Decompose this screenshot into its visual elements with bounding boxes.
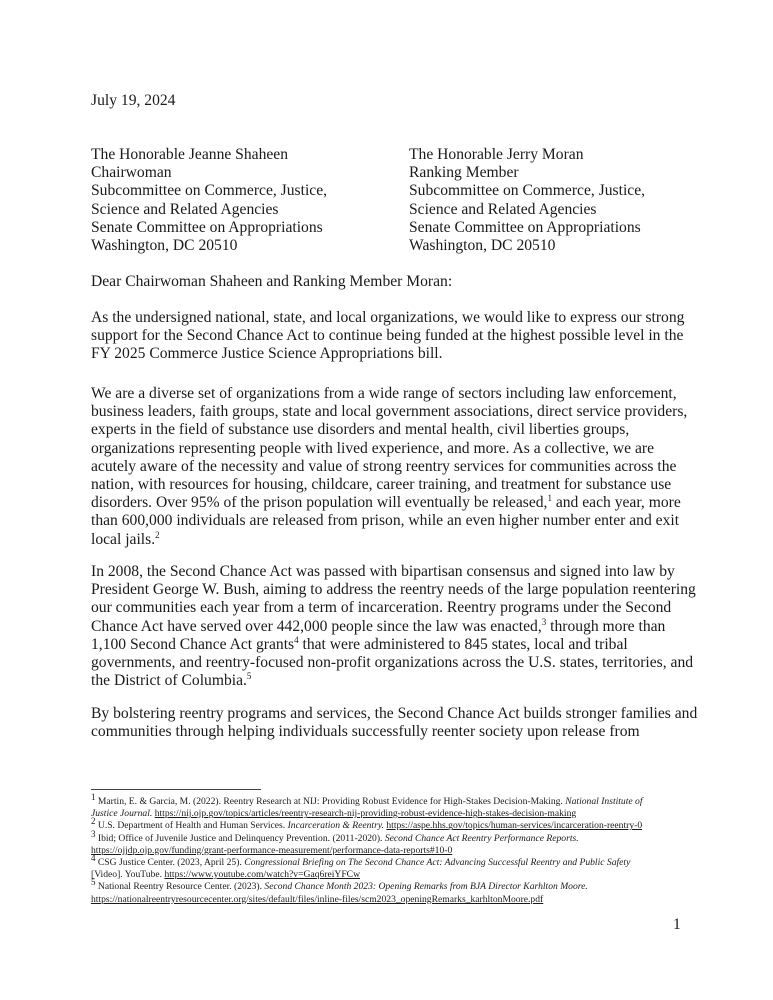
footnote-number: 4	[91, 852, 96, 863]
paragraph-line: organizations representing people with lived experience, and more. As a collective, we are	[91, 439, 655, 457]
page-number: 1	[673, 916, 681, 933]
paragraph-line	[91, 494, 691, 512]
footnote-link[interactable]: https://nationalreentryresourcecenter.org/sites/default/files/inline-files/scm2023_openingRemarks_karhltonMoore.pdf	[91, 893, 544, 905]
footnote-divider	[91, 789, 261, 790]
footnote-source: Justice Journal.	[91, 808, 153, 820]
footnote-5	[91, 877, 691, 893]
paragraph-line	[91, 531, 691, 549]
footnote-2	[91, 816, 691, 832]
recipient-shaheen	[91, 146, 327, 255]
paragraph-line: In 2008, the Second Chance Act was passed with bipartisan consensus and signed into law by	[91, 563, 675, 580]
footnote-ref-1[interactable]: 1	[547, 493, 552, 504]
paragraph-line	[91, 618, 691, 636]
recipient-moran	[409, 146, 645, 255]
paragraph-line: nation, with resources for housing, childcare, career training, and treatment for substance use	[91, 476, 672, 494]
footnote-source: Incarceration & Reentry.	[287, 820, 384, 832]
paragraph-text: 1,100 Second Chance Act grants	[91, 635, 295, 653]
paragraph-line: President George W. Bush, aiming to address the reentry needs of the large population reentering	[91, 581, 696, 599]
footnote-ref-3[interactable]: 3	[541, 616, 547, 627]
paragraph-line: business leaders, faith groups, state and local government associations, direct service providers,	[91, 403, 688, 421]
footnote-1	[91, 791, 691, 808]
recipient-line: Senate Committee on Appropriations	[409, 218, 641, 236]
footnote-text: U.S. Department of Health and Human Services.	[95, 820, 288, 832]
footnote-number: 2	[91, 816, 96, 827]
footnote-4-cont	[91, 869, 691, 881]
paragraph-text: local jails.	[91, 530, 156, 548]
recipient-line: The Honorable Jerry Moran	[409, 146, 584, 163]
footnote-text: Ibid; Office of Juvenile Justice and Delinquency Prevention. (2011-2020).	[95, 832, 385, 844]
paragraph-text: the District of Columbia.	[91, 672, 247, 690]
footnote-3	[91, 828, 691, 845]
recipient-line: Washington, DC 20510	[91, 237, 238, 255]
letter-date: July 19, 2024	[91, 92, 176, 109]
footnote-source: Second Chance Month 2023: Opening Remarks from BJA Director Karhlton Moore.	[264, 881, 588, 893]
paragraph-line: FY 2025 Commerce Justice Science Appropriations bill.	[91, 345, 443, 363]
footnote-text: National Reentry Resource Center. (2023).	[95, 881, 265, 893]
footnote-link[interactable]: https://www.youtube.com/watch?v=Gaq6reiYFCw	[164, 869, 361, 881]
salutation: Dear Chairwoman Shaheen and Ranking Member Moran:	[91, 273, 453, 290]
recipient-line: Science and Related Agencies	[409, 200, 597, 218]
paragraph-line: than 600,000 individuals are released from prison, while an even higher number enter and exit	[91, 512, 680, 530]
footnotes	[91, 791, 691, 906]
recipient-line: Chairwoman	[91, 164, 172, 182]
paragraph-line: experts in the field of substance use disorders and mental health, civil liberties groups,	[91, 421, 630, 439]
footnote-1-cont	[91, 808, 691, 820]
paragraph-line	[91, 672, 691, 690]
paragraph-line: governments, and reentry-focused non-profit organizations across the U.S. states, territories, and	[91, 654, 694, 672]
footnote-ref-2[interactable]: 2	[155, 529, 160, 540]
paragraph-text: that were administered to 845 states, local and tribal	[298, 635, 628, 653]
recipient-line: Ranking Member	[409, 164, 519, 182]
paragraph-support	[91, 309, 691, 364]
paragraph-line: By bolstering reentry programs and services, the Second Chance Act builds stronger families and	[91, 705, 698, 722]
paragraph-text: disorders. Over 95% of the prison population will eventually be released,	[91, 494, 548, 512]
paragraph-history	[91, 563, 696, 690]
paragraph-line: support for the Second Chance Act to continue being funded at the highest possible level in the	[91, 327, 684, 345]
paragraph-line: We are a diverse set of organizations from a wide range of sectors including law enforcement,	[91, 385, 677, 402]
paragraph-line: our communities each year from a term of incarceration. Reentry programs under the Second	[91, 599, 672, 617]
paragraph-line: acutely aware of the necessity and value of strong reentry services for communities across the	[91, 457, 677, 475]
paragraph-text: Chance Act have served over 442,000 people since the law was enacted,	[91, 617, 542, 635]
recipient-line: Washington, DC 20510	[409, 237, 556, 255]
footnote-link[interactable]: https://aspe.hhs.gov/topics/human-services/incarceration-reentry-0	[386, 820, 643, 832]
footnote-text: Martin, E. & Garcia, M. (2022). Reentry Research at NIJ: Providing Robust Evidence for High-Stakes Decision-Making.	[95, 796, 566, 807]
footnote-source: Congressional Briefing on The Second Chance Act: Advancing Successful Reentry and Public Safety	[244, 857, 631, 869]
footnote-5-cont	[91, 894, 691, 906]
paragraph-text: through more than	[546, 617, 666, 635]
paragraph-line: As the undersigned national, state, and local organizations, we would like to express our strong	[91, 309, 685, 326]
footnote-ref-5[interactable]: 5	[246, 671, 252, 682]
paragraph-line: communities through helping individuals successfully reenter society upon release from	[91, 723, 640, 741]
footnote-4	[91, 852, 691, 869]
footnote-number: 5	[91, 877, 96, 888]
recipient-line: Subcommittee on Commerce, Justice,	[409, 182, 646, 200]
footnote-number: 3	[91, 828, 96, 839]
footnote-text: CSG Justice Center. (2023, April 25).	[95, 857, 245, 869]
footnote-source: Second Chance Act Reentry Performance Reports.	[384, 832, 579, 844]
paragraph-organizations	[91, 385, 691, 549]
footnote-link[interactable]: https://nij.ojp.gov/topics/articles/reentry-research-nij-providing-robust-evidence-high-stakes-decision-making	[154, 808, 577, 820]
paragraph-text: and each year, more	[551, 494, 681, 512]
footnote-source: National Institute of	[565, 796, 643, 807]
footnote-ref-4[interactable]: 4	[294, 634, 299, 645]
footnote-text: [Video]. YouTube.	[91, 869, 165, 881]
recipient-line: The Honorable Jeanne Shaheen	[91, 146, 289, 163]
recipient-line: Subcommittee on Commerce, Justice,	[91, 182, 328, 200]
recipient-line: Science and Related Agencies	[91, 200, 279, 218]
paragraph-line	[91, 636, 691, 654]
footnote-number: 1	[91, 791, 96, 802]
recipient-line: Senate Committee on Appropriations	[91, 218, 323, 236]
footnote-link[interactable]: https://ojjdp.ojp.gov/funding/grant-performance-measurement/performance-data-reports#10-0	[91, 844, 453, 856]
footnote-3-cont	[91, 845, 691, 857]
paragraph-impact	[91, 705, 698, 741]
